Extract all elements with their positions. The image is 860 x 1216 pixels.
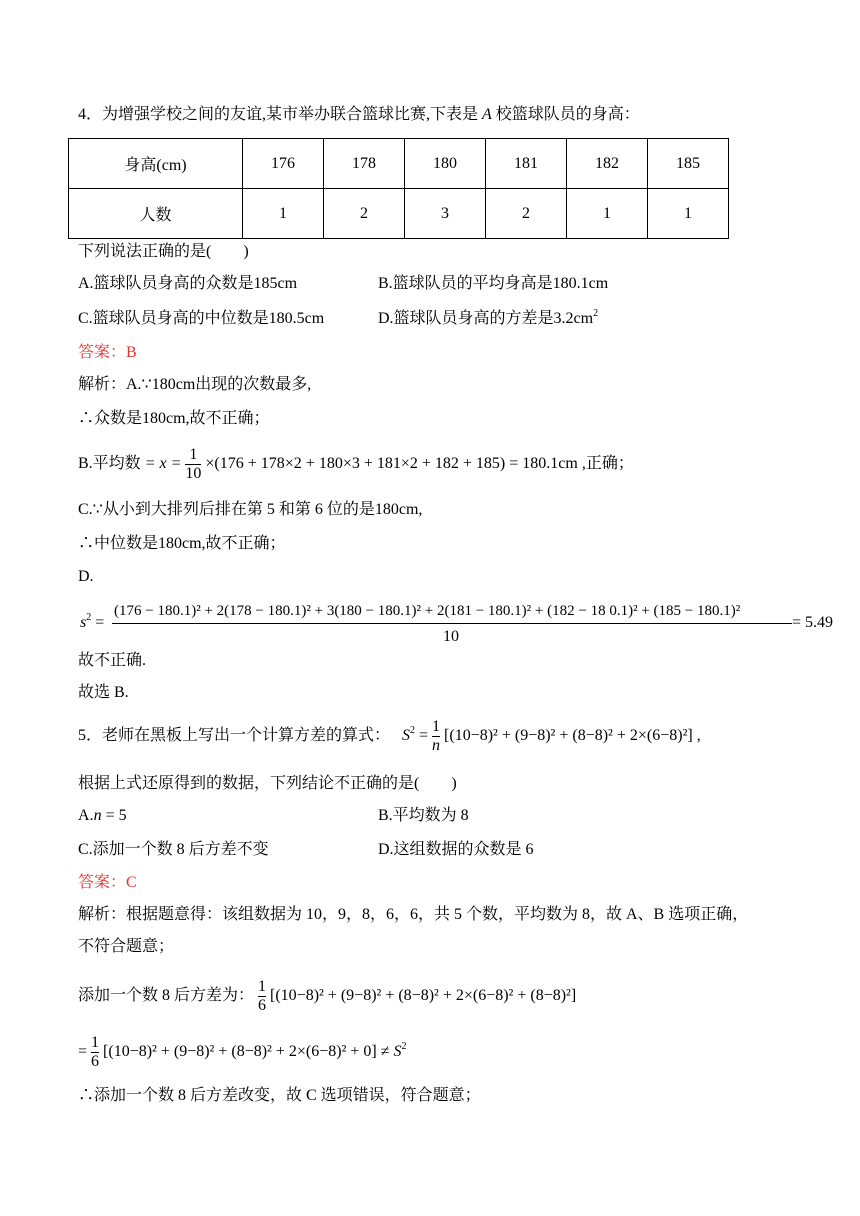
q4-analysis-mean bbox=[78, 444, 634, 484]
variance-s-sup: 2 bbox=[86, 612, 92, 623]
mean-eq: = x = bbox=[144, 455, 182, 472]
q5-eq-sign: = bbox=[78, 1043, 88, 1060]
q5-analysis-line5: ∴添加一个数 8 后方差改变，故 C 选项错误，符合题意； bbox=[78, 1087, 481, 1104]
variance-s: s bbox=[80, 614, 87, 631]
q5-analysis-line4 bbox=[78, 1030, 407, 1074]
q5-question: 根据上式还原得到的数据，下列结论不正确的是( ) bbox=[78, 775, 457, 792]
q4-stem-text-end: 校篮球队员的身高： bbox=[491, 106, 640, 123]
table-cell: 2 bbox=[486, 189, 567, 239]
table-cell: 185 bbox=[648, 139, 729, 189]
table-cell: 2 bbox=[324, 189, 405, 239]
table-cell: 180 bbox=[405, 139, 486, 189]
table-cell: 181 bbox=[486, 139, 567, 189]
q5-option-d: D.这组数据的众数是 6 bbox=[378, 841, 534, 858]
q5-analysis-line1: 解析：根据题意得：该组数据为 10，9，8，6，6，共 5 个数，平均数为 8，故 A、B 选项正确， bbox=[78, 906, 749, 923]
q5-analysis-line2: 不符合题意； bbox=[78, 938, 175, 955]
table-header-height: 身高(cm) bbox=[69, 139, 243, 189]
q4-option-d-text: D.篮球队员身高的方差是3.2cm bbox=[378, 310, 594, 327]
table-row bbox=[69, 189, 729, 239]
q5-option-a-var: n bbox=[93, 807, 102, 824]
q5-option-a-label: A. bbox=[78, 807, 94, 824]
fraction-denominator: 6 bbox=[91, 1052, 100, 1070]
q5-eq-fraction bbox=[91, 1034, 99, 1071]
q4-answer: 答案：B bbox=[78, 344, 137, 361]
fraction-numerator: 1 bbox=[189, 445, 198, 463]
q5-eq-s-sup: 2 bbox=[401, 1041, 407, 1052]
height-table bbox=[68, 138, 729, 239]
q4-analysis-line2: ∴众数是180cm,故不正确； bbox=[78, 410, 270, 427]
q5-eq-expression: [(10−8)² + (9−8)² + (8−8)² + 2×(6−8)² + 0] ≠ bbox=[103, 1043, 394, 1060]
table-cell: 182 bbox=[567, 139, 648, 189]
q4-option-c: C.篮球队员身高的中位数是180.5cm bbox=[78, 310, 325, 327]
fraction-numerator: 1 bbox=[432, 717, 441, 735]
q4-option-d-sup: 2 bbox=[593, 308, 599, 319]
q5-option-a bbox=[78, 806, 127, 826]
fraction-denominator: 6 bbox=[258, 996, 267, 1014]
q5-added-fraction bbox=[258, 978, 266, 1015]
mean-fraction bbox=[185, 446, 201, 483]
table-row bbox=[69, 139, 729, 189]
q5-option-c: C.添加一个数 8 后方差不变 bbox=[78, 841, 269, 858]
fraction-denominator: n bbox=[432, 736, 441, 754]
fraction-numerator: 1 bbox=[258, 977, 267, 995]
q5-added-label: 添加一个数 8 后方差为： bbox=[78, 987, 255, 1004]
q4-analysis-line6: D. bbox=[78, 568, 94, 585]
q4-stem-var: A bbox=[482, 106, 492, 123]
q5-formula-fraction bbox=[432, 718, 440, 755]
q5-option-b: B.平均数为 8 bbox=[378, 807, 469, 824]
q4-option-d bbox=[378, 309, 598, 329]
table-cell: 1 bbox=[567, 189, 648, 239]
q4-stem-text: 4．为增强学校之间的友谊,某市举办联合篮球比赛,下表是 bbox=[78, 106, 483, 123]
q5-formula-body: [(10−8)² + (9−8)² + (8−8)² + 2×(6−8)²] , bbox=[444, 727, 701, 744]
q4-question: 下列说法正确的是( ) bbox=[78, 243, 249, 260]
table-cell: 1 bbox=[648, 189, 729, 239]
table-cell: 3 bbox=[405, 189, 486, 239]
q5-option-a-value: = 5 bbox=[101, 807, 127, 824]
variance-lhs bbox=[80, 613, 104, 633]
q5-stem-text: 5．老师在黑板上写出一个计算方差的算式： bbox=[78, 727, 391, 744]
q4-analysis-line4: C.∵从小到大排列后排在第 5 和第 6 位的是180cm, bbox=[78, 501, 423, 518]
q5-formula-s: S bbox=[402, 727, 411, 744]
q5-eq-s: S bbox=[393, 1043, 402, 1060]
q5-formula-eq: = bbox=[419, 727, 429, 744]
table-cell: 1 bbox=[243, 189, 324, 239]
q4-analysis-line5: ∴中位数是180cm,故不正确； bbox=[78, 535, 286, 552]
variance-fraction-bar bbox=[112, 623, 792, 624]
q4-analysis-line7: 故不正确. bbox=[78, 652, 147, 669]
q4-analysis-line1: 解析：A.∵180cm出现的次数最多, bbox=[78, 376, 312, 393]
q4-analysis-line8: 故选 B. bbox=[78, 684, 129, 701]
q4-stem bbox=[78, 105, 640, 125]
q4-option-b: B.篮球队员的平均身高是180.1cm bbox=[378, 275, 609, 292]
fraction-denominator: 10 bbox=[185, 464, 202, 482]
q5-formula-sup: 2 bbox=[410, 725, 416, 736]
variance-eq: = bbox=[95, 614, 105, 631]
variance-result: = 5.49 bbox=[792, 614, 834, 631]
variance-denominator: 10 bbox=[443, 628, 459, 645]
q5-answer: 答案：C bbox=[78, 874, 137, 891]
q5-analysis-line3 bbox=[78, 974, 576, 1018]
q4-option-a: A.篮球队员身高的众数是185cm bbox=[78, 275, 298, 292]
table-header-count: 人数 bbox=[69, 189, 243, 239]
table-cell: 178 bbox=[324, 139, 405, 189]
fraction-numerator: 1 bbox=[91, 1033, 100, 1051]
variance-numerator: (176 − 180.1)² + 2(178 − 180.1)² + 3(180 − 180.1)² + 2(181 − 180.1)² + (182 − 18 0.1)² + (185 − 180.1)² bbox=[114, 603, 741, 619]
q5-stem bbox=[78, 714, 701, 758]
mean-expression: ×(176 + 178×2 + 180×3 + 181×2 + 182 + 185) = 180.1cm ,正确； bbox=[205, 455, 634, 472]
mean-label: B.平均数 bbox=[78, 455, 141, 472]
q5-added-expression: [(10−8)² + (9−8)² + (8−8)² + 2×(6−8)² + (8−8)²] bbox=[270, 987, 577, 1004]
table-cell: 176 bbox=[243, 139, 324, 189]
